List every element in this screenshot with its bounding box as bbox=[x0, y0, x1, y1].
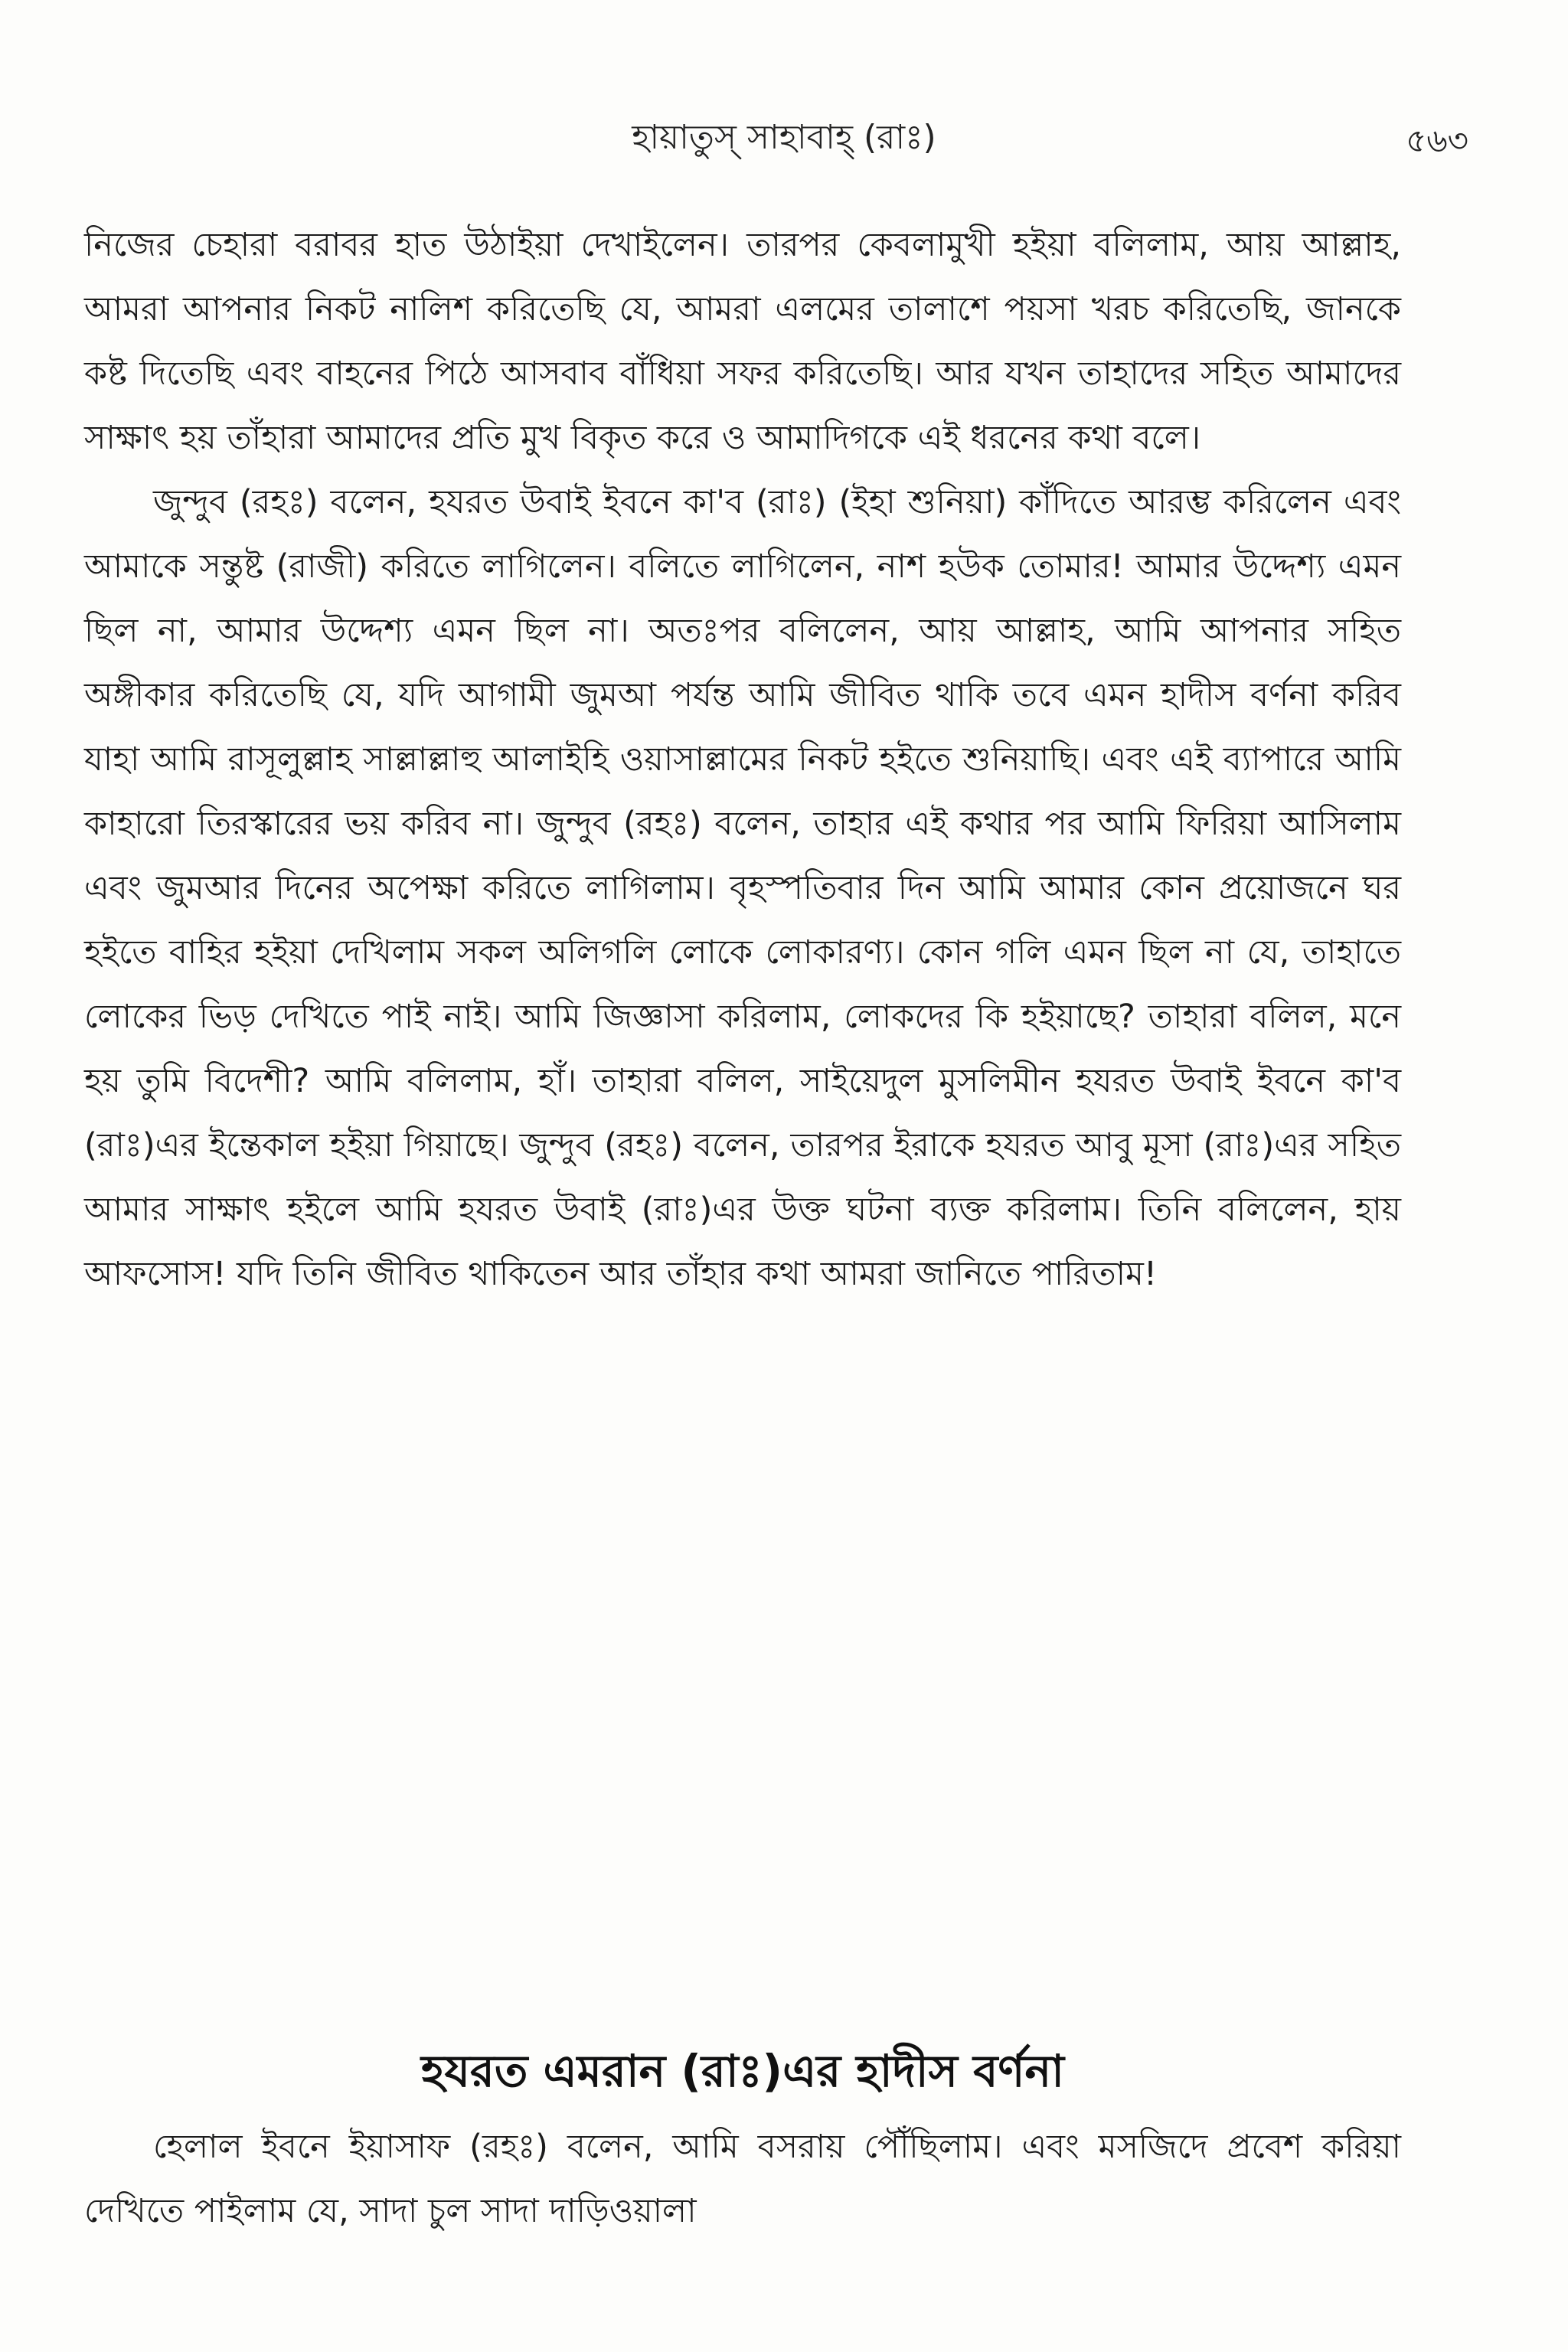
section-imran-hadith bbox=[84, 2037, 1401, 2243]
section-paragraph: হেলাল ইবনে ইয়াসাফ (রহঃ) বলেন, আমি বসরায় পৌঁছিলাম। এবং মসজিদে প্রবেশ করিয়া দেখিতে পাইলাম যে, সাদা চুল সাদা দাড়িওয়ালা bbox=[84, 2128, 1401, 2230]
running-header bbox=[0, 107, 1568, 168]
section-heading: হযরত এমরান (রাঃ)এর হাদীস বর্ণনা bbox=[421, 2045, 1064, 2097]
paragraph-jundub-narration: জুন্দুব (রহঃ) বলেন, হযরত উবাই ইবনে কা'ব (রাঃ) (ইহা শুনিয়া) কাঁদিতে আরম্ভ করিলেন এবং আমাকে সন্তুষ্ট (রাজী) করিতে লাগিলেন। বলিতে লাগিলেন, নাশ হউক তোমার! আমার উদ্দেশ্য এমন ছিল না, আমার উদ্দেশ্য এমন ছিল না। অতঃপর বলিলেন, আয় আল্লাহ, আমি আপনার সহিত অঙ্গীকার করিতেছি যে, যদি আগামী জুমআ পর্যন্ত আমি জীবিত থাকি তবে এমন হাদীস বর্ণনা করিব যাহা আমি রাসূলুল্লাহ সাল্লাল্লাহু আলাইহি ওয়াসাল্লামের নিকট হইতে শুনিয়াছি। এবং এই ব্যাপারে আমি কাহারো তিরস্কারের ভয় করিব না। জুন্দুব (রহঃ) বলেন, তাহার এই কথার পর আমি ফিরিয়া আসিলাম এবং জুমআর দিনের অপেক্ষা করিতে লাগিলাম। বৃহস্পতিবার দিন আমি আমার কোন প্রয়োজনে ঘর হইতে বাহির হইয়া দেখিলাম সকল অলিগলি লোকে লোকারণ্য। কোন গলি এমন ছিল না যে, তাহাতে লোকের ভিড় দেখিতে পাই নাই। আমি জিজ্ঞাসা করিলাম, লোকদের কি হইয়াছে? তাহারা বলিল, মনে হয় তুমি বিদেশী? আমি বলিলাম, হাঁ। তাহারা বলিল, সাইয়েদুল মুসলিমীন হযরত উবাই ইবনে কা'ব (রাঃ)এর ইন্তেকাল হইয়া গিয়াছে। জুন্দুব (রহঃ) বলেন, তারপর ইরাকে হযরত আবু মূসা (রাঃ)এর সহিত আমার সাক্ষাৎ হইলে আমি হযরত উবাই (রাঃ)এর উক্ত ঘটনা ব্যক্ত করিলাম। তিনি বলিলেন, হায় আফসোস! যদি তিনি জীবিত থাকিতেন আর তাঁহার কথা আমরা জানিতে পারিতাম! bbox=[84, 483, 1401, 1293]
page-number: ৫৬৩ bbox=[1406, 122, 1468, 159]
body-text bbox=[84, 213, 1401, 1306]
running-header-title: হায়াতুস্ সাহাবাহ্ (রাঃ) bbox=[632, 118, 936, 157]
paragraph-continuation: নিজের চেহারা বরাবর হাত উঠাইয়া দেখাইলেন। তারপর কেবলামুখী হইয়া বলিলাম, আয় আল্লাহ, আমরা আপনার নিকট নালিশ করিতেছি যে, আমরা এলমের তালাশে পয়সা খরচ করিতেছি, জানকে কষ্ট দিতেছি এবং বাহনের পিঠে আসবাব বাঁধিয়া সফর করিতেছি। আর যখন তাহাদের সহিত আমাদের সাক্ষাৎ হয় তাঁহারা আমাদের প্রতি মুখ বিকৃত করে ও আমাদিগকে এই ধরনের কথা বলে। bbox=[84, 226, 1401, 457]
